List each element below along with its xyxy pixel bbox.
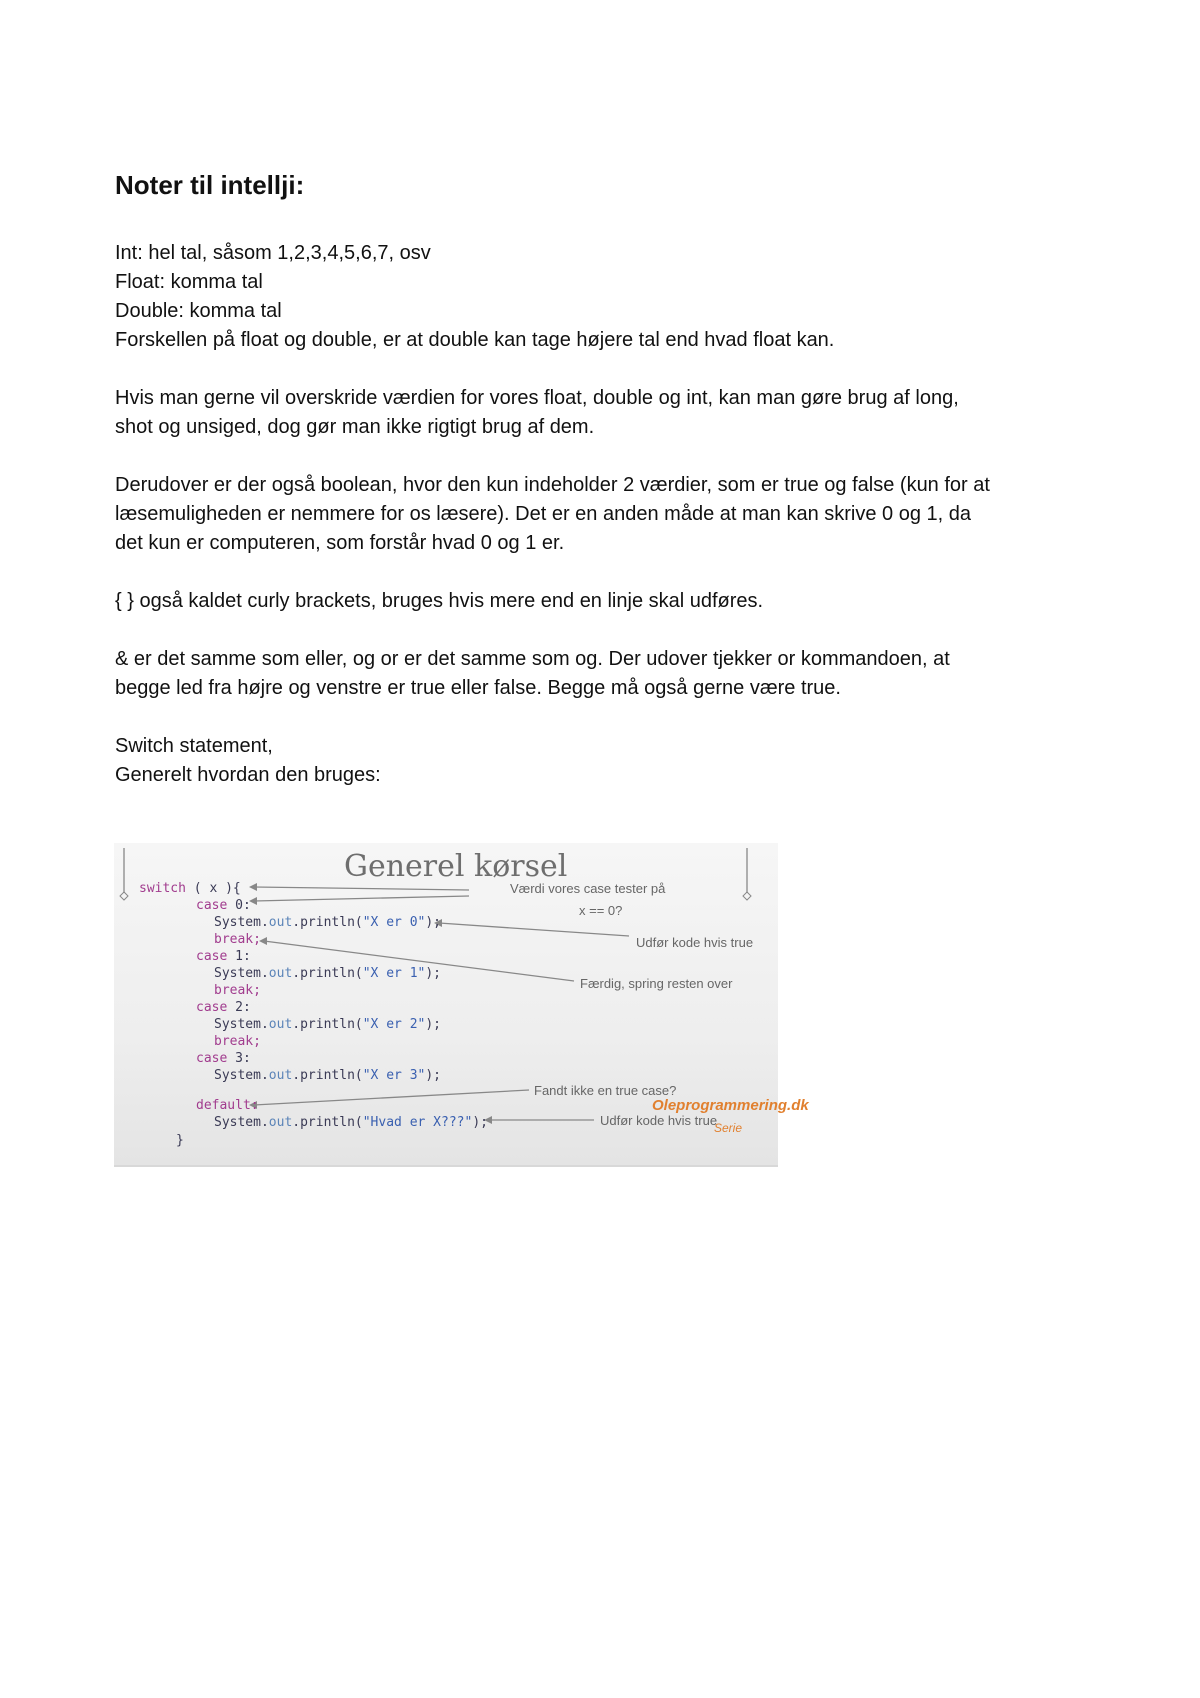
code-case1-line (196, 949, 251, 964)
code-println: .println( (292, 1115, 363, 1130)
brackets-paragraph (115, 587, 1105, 616)
code-case0-line (196, 898, 251, 913)
code-break0-line: break; (214, 932, 261, 947)
boolean-paragraph (115, 471, 1105, 558)
code-out: out (268, 1068, 293, 1083)
code-break2-line: break; (214, 1034, 261, 1049)
switch-line-1: Switch statement, (115, 735, 273, 757)
float-line: Float: komma tal (115, 271, 263, 293)
code-system: System. (214, 1017, 269, 1032)
code-close-call: ); (425, 915, 442, 930)
code-out: out (268, 1017, 293, 1032)
code-system: System. (214, 966, 269, 981)
code-println: .println( (292, 1068, 363, 1083)
code-println: .println( (292, 966, 363, 981)
types-paragraph (115, 239, 1105, 355)
document-body (115, 170, 1105, 790)
note-no-true-case: Fandt ikke en true case? (534, 1083, 677, 1098)
boolean-line-1: Derudover er der også boolean, hvor den kun indeholder 2 værdier, som er true og false (kun for at (115, 474, 990, 496)
overflow-line-1: Hvis man gerne vil overskride værdien for vores float, double og int, kan man gøre brug af long, (115, 387, 959, 409)
code-case2-line (196, 1000, 251, 1015)
code-out: out (268, 966, 293, 981)
page-title: Noter til intellji: (115, 170, 305, 200)
code-string: "X er 1" (362, 966, 426, 981)
code-case-value: 0: (227, 898, 251, 913)
code-default-line: default: (196, 1098, 259, 1113)
code-close-call: ); (425, 1068, 442, 1083)
diagram-title: Generel kørsel (344, 849, 568, 884)
switch-diagram-image (114, 843, 809, 1167)
code-case-keyword: case (196, 898, 228, 913)
switch-line-2: Generelt hvordan den bruges: (115, 764, 381, 786)
note-run-if-true-2: Udfør kode hvis true (600, 1113, 718, 1128)
logo-subtext: Serie (714, 1121, 743, 1135)
code-close-call: ); (472, 1115, 488, 1130)
code-close-call: ); (425, 1017, 442, 1032)
note-done-skip: Færdig, spring resten over (580, 976, 733, 991)
logo-text: Oleprogrammering.dk (652, 1097, 809, 1114)
code-println: .println( (292, 1017, 363, 1032)
code-print0-line (214, 915, 441, 930)
code-case-value: 2: (227, 1000, 251, 1015)
code-switch-keyword: switch (139, 881, 186, 896)
code-system: System. (214, 1068, 269, 1083)
double-line: Double: komma tal (115, 300, 282, 322)
operators-paragraph (115, 645, 1105, 703)
code-case-keyword: case (196, 1051, 228, 1066)
operators-line-2: begge led fra højre og venstre er true eller false. Begge må også gerne være true. (115, 677, 841, 699)
code-print-default-line (214, 1115, 488, 1130)
operators-line-1: & er det samme som eller, og or er det samme som og. Der udover tjekker or kommandoen, at (115, 648, 950, 670)
switch-paragraph (115, 732, 1105, 790)
code-out: out (268, 1115, 293, 1130)
code-case-value: 3: (227, 1051, 251, 1066)
code-switch-line (139, 881, 241, 896)
brackets-line: { } også kaldet curly brackets, bruges hvis mere end en linje skal udføres. (115, 590, 764, 612)
code-system: System. (214, 915, 269, 930)
code-case-keyword: case (196, 1000, 228, 1015)
int-line: Int: hel tal, såsom 1,2,3,4,5,6,7, osv (115, 242, 431, 264)
code-string: "X er 0" (362, 915, 426, 930)
code-break1-line: break; (214, 983, 261, 998)
note-run-if-true: Udfør kode hvis true (636, 935, 754, 950)
overflow-paragraph (115, 384, 1105, 442)
code-out: out (268, 915, 293, 930)
overflow-line-2: shot og unsiged, dog gør man ikke rigtigt brug af dem. (115, 416, 595, 438)
note-x-equals-zero: x == 0? (579, 903, 623, 918)
code-print1-line (214, 966, 441, 981)
code-case-keyword: case (196, 949, 228, 964)
code-string: "X er 2" (362, 1017, 426, 1032)
code-closing-brace: } (176, 1133, 184, 1148)
note-value-tested: Værdi vores case tester på (510, 881, 666, 896)
code-case3-line (196, 1051, 251, 1066)
code-print3-line (214, 1068, 441, 1083)
code-case-value: 1: (227, 949, 251, 964)
code-close-call: ); (425, 966, 442, 981)
boolean-line-3: det kun er computeren, som forstår hvad 0 og 1 er. (115, 532, 565, 554)
code-switch-rest: ( x ){ (185, 881, 241, 896)
difference-line: Forskellen på float og double, er at double kan tage højere tal end hvad float kan. (115, 329, 835, 351)
code-string: "Hvad er X???" (362, 1115, 473, 1130)
code-println: .println( (292, 915, 363, 930)
code-print2-line (214, 1017, 441, 1032)
boolean-line-2: læsemuligheden er nemmere for os læsere). Det er en anden måde at man kan skrive 0 og 1, da (115, 503, 971, 525)
code-string: "X er 3" (362, 1068, 426, 1083)
code-system: System. (214, 1115, 269, 1130)
